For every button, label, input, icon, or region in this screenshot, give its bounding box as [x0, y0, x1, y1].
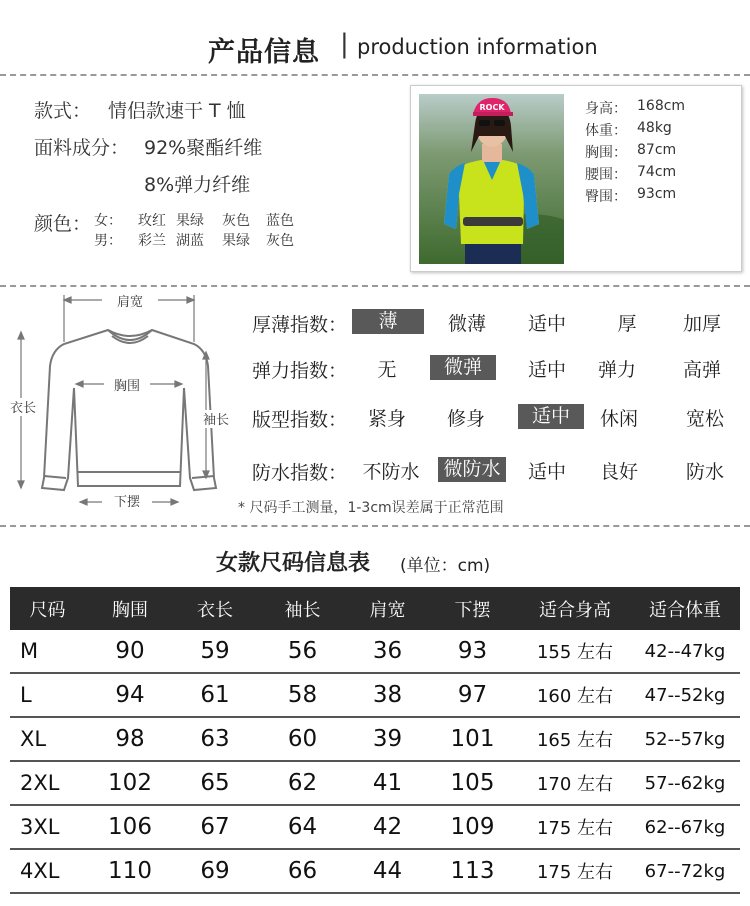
cell-length: 65 — [175, 761, 255, 805]
female-label: 女： — [94, 213, 122, 229]
garment-diagram — [8, 292, 240, 522]
size-table-title: 女款尺码信息表 — [216, 551, 371, 576]
elasticity-option: 适中 — [527, 359, 566, 381]
fit-option: 宽松 — [685, 408, 724, 430]
cell-hem: 105 — [425, 761, 520, 805]
elasticity-label: 弹力指数： — [252, 360, 348, 382]
fabric-label: 面料成分： — [34, 137, 130, 159]
elasticity-option: 弹力 — [597, 359, 636, 381]
table-header-row — [10, 587, 740, 630]
cell-size: 3XL — [10, 805, 85, 849]
thickness-option: 适中 — [527, 313, 566, 335]
length-label: 衣长 — [9, 401, 37, 416]
elasticity-option: 无 — [377, 359, 397, 381]
cell-hem: 101 — [425, 717, 520, 761]
style-label: 款式： — [34, 100, 92, 122]
hem-label: 下摆 — [113, 495, 141, 510]
cell-sleeve: 64 — [255, 805, 350, 849]
chest-label: 胸围 — [113, 379, 141, 394]
waterproof-option-selected: 微防水 — [438, 457, 506, 482]
divider-middle — [0, 285, 750, 287]
cell-chest: 98 — [85, 717, 175, 761]
fabric-line-2: 8%弹力纤维 — [144, 174, 251, 196]
cell-chest: 90 — [85, 630, 175, 673]
cell-length: 69 — [175, 849, 255, 893]
color-item: 蓝色 — [266, 213, 294, 229]
color-item: 灰色 — [222, 213, 250, 229]
waterproof-label: 防水指数： — [252, 462, 348, 484]
cell-length: 61 — [175, 673, 255, 717]
table-row — [10, 717, 740, 761]
header-size: 尺码 — [10, 587, 85, 630]
table-row — [10, 673, 740, 717]
cell-height: 160 左右 — [520, 673, 630, 717]
cell-sleeve: 58 — [255, 673, 350, 717]
page-title-en: production information — [357, 35, 598, 59]
cell-shoulder: 44 — [350, 849, 425, 893]
shoulder-width-label: 肩宽 — [116, 295, 144, 310]
cell-weight: 42--47kg — [630, 630, 740, 673]
fit-label: 版型指数： — [252, 409, 348, 431]
cell-length: 59 — [175, 630, 255, 673]
cell-weight: 62--67kg — [630, 805, 740, 849]
cell-height: 175 左右 — [520, 849, 630, 893]
fit-option: 修身 — [446, 408, 485, 430]
cell-length: 67 — [175, 805, 255, 849]
model-waist-label: 腰围： — [585, 167, 627, 183]
cell-shoulder: 39 — [350, 717, 425, 761]
cell-hem: 113 — [425, 849, 520, 893]
model-height-value: 168cm — [637, 98, 686, 114]
model-weight-value: 48kg — [637, 120, 672, 136]
measurement-note: * 尺码手工测量，1-3cm误差属于正常范围 — [238, 500, 504, 516]
cell-weight: 52--57kg — [630, 717, 740, 761]
page-title: 产品信息 — [208, 37, 320, 68]
cell-hem: 109 — [425, 805, 520, 849]
model-hip-value: 93cm — [637, 186, 677, 202]
fit-option: 紧身 — [367, 408, 406, 430]
cell-sleeve: 62 — [255, 761, 350, 805]
cell-height: 175 左右 — [520, 805, 630, 849]
cell-height: 170 左右 — [520, 761, 630, 805]
model-photo-card — [410, 85, 742, 272]
color-item: 灰色 — [266, 233, 294, 249]
male-label: 男： — [94, 233, 122, 249]
cell-chest: 102 — [85, 761, 175, 805]
color-item: 玫红 — [138, 213, 166, 229]
header-hem: 下摆 — [425, 587, 520, 630]
cell-size: XL — [10, 717, 85, 761]
waterproof-option: 不防水 — [362, 461, 420, 483]
model-photo — [419, 94, 564, 264]
color-item: 彩兰 — [138, 233, 166, 249]
cell-length: 63 — [175, 717, 255, 761]
thickness-option: 厚 — [617, 313, 637, 335]
cell-size: M — [10, 630, 85, 673]
waterproof-option: 适中 — [527, 461, 566, 483]
cell-shoulder: 41 — [350, 761, 425, 805]
cell-chest: 110 — [85, 849, 175, 893]
colors-label: 颜色： — [34, 213, 92, 235]
table-row — [10, 630, 740, 673]
title-separator: | — [340, 29, 349, 59]
cell-sleeve: 60 — [255, 717, 350, 761]
sleeve-label: 袖长 — [202, 413, 230, 428]
divider-top — [0, 74, 750, 76]
waterproof-option: 防水 — [685, 461, 724, 483]
fit-option-selected: 适中 — [518, 404, 584, 429]
color-item: 果绿 — [176, 213, 204, 229]
fit-option: 休闲 — [599, 408, 638, 430]
fabric-line-1: 92%聚酯纤维 — [144, 137, 263, 159]
style-value: 情侣款速干 T 恤 — [108, 100, 246, 122]
cell-height: 165 左右 — [520, 717, 630, 761]
model-weight-label: 体重： — [585, 123, 627, 139]
header-shoulder: 肩宽 — [350, 587, 425, 630]
elasticity-option-selected: 微弹 — [430, 355, 496, 380]
cell-chest: 106 — [85, 805, 175, 849]
header-chest: 胸围 — [85, 587, 175, 630]
thickness-option-selected: 薄 — [352, 309, 424, 334]
color-item: 湖蓝 — [176, 233, 204, 249]
header-length: 衣长 — [175, 587, 255, 630]
waterproof-option: 良好 — [599, 461, 638, 483]
thickness-label: 厚薄指数： — [252, 314, 348, 336]
cell-size: L — [10, 673, 85, 717]
cell-weight: 57--62kg — [630, 761, 740, 805]
cell-shoulder: 38 — [350, 673, 425, 717]
elasticity-option: 高弹 — [682, 359, 721, 381]
cell-weight: 47--52kg — [630, 673, 740, 717]
cell-chest: 94 — [85, 673, 175, 717]
thickness-option: 微薄 — [447, 313, 486, 335]
model-waist-value: 74cm — [637, 164, 677, 180]
cell-height: 155 左右 — [520, 630, 630, 673]
size-table — [10, 587, 740, 894]
cell-hem: 97 — [425, 673, 520, 717]
cell-sleeve: 66 — [255, 849, 350, 893]
cell-hem: 93 — [425, 630, 520, 673]
table-row — [10, 849, 740, 893]
header-sleeve: 袖长 — [255, 587, 350, 630]
table-row — [10, 805, 740, 849]
model-hip-label: 臀围： — [585, 189, 627, 205]
divider-bottom — [0, 525, 750, 527]
model-height-label: 身高： — [585, 101, 627, 117]
table-row — [10, 761, 740, 805]
header-weight: 适合体重 — [630, 587, 740, 630]
cell-weight: 67--72kg — [630, 849, 740, 893]
model-chest-value: 87cm — [637, 142, 677, 158]
model-chest-label: 胸围： — [585, 145, 627, 161]
size-table-unit: (单位：cm) — [400, 556, 491, 576]
cell-shoulder: 36 — [350, 630, 425, 673]
cell-size: 2XL — [10, 761, 85, 805]
cap-text: ROCK — [479, 103, 505, 112]
cell-shoulder: 42 — [350, 805, 425, 849]
cell-size: 4XL — [10, 849, 85, 893]
cell-sleeve: 56 — [255, 630, 350, 673]
thickness-option: 加厚 — [682, 313, 721, 335]
header-height: 适合身高 — [520, 587, 630, 630]
color-item: 果绿 — [222, 233, 250, 249]
